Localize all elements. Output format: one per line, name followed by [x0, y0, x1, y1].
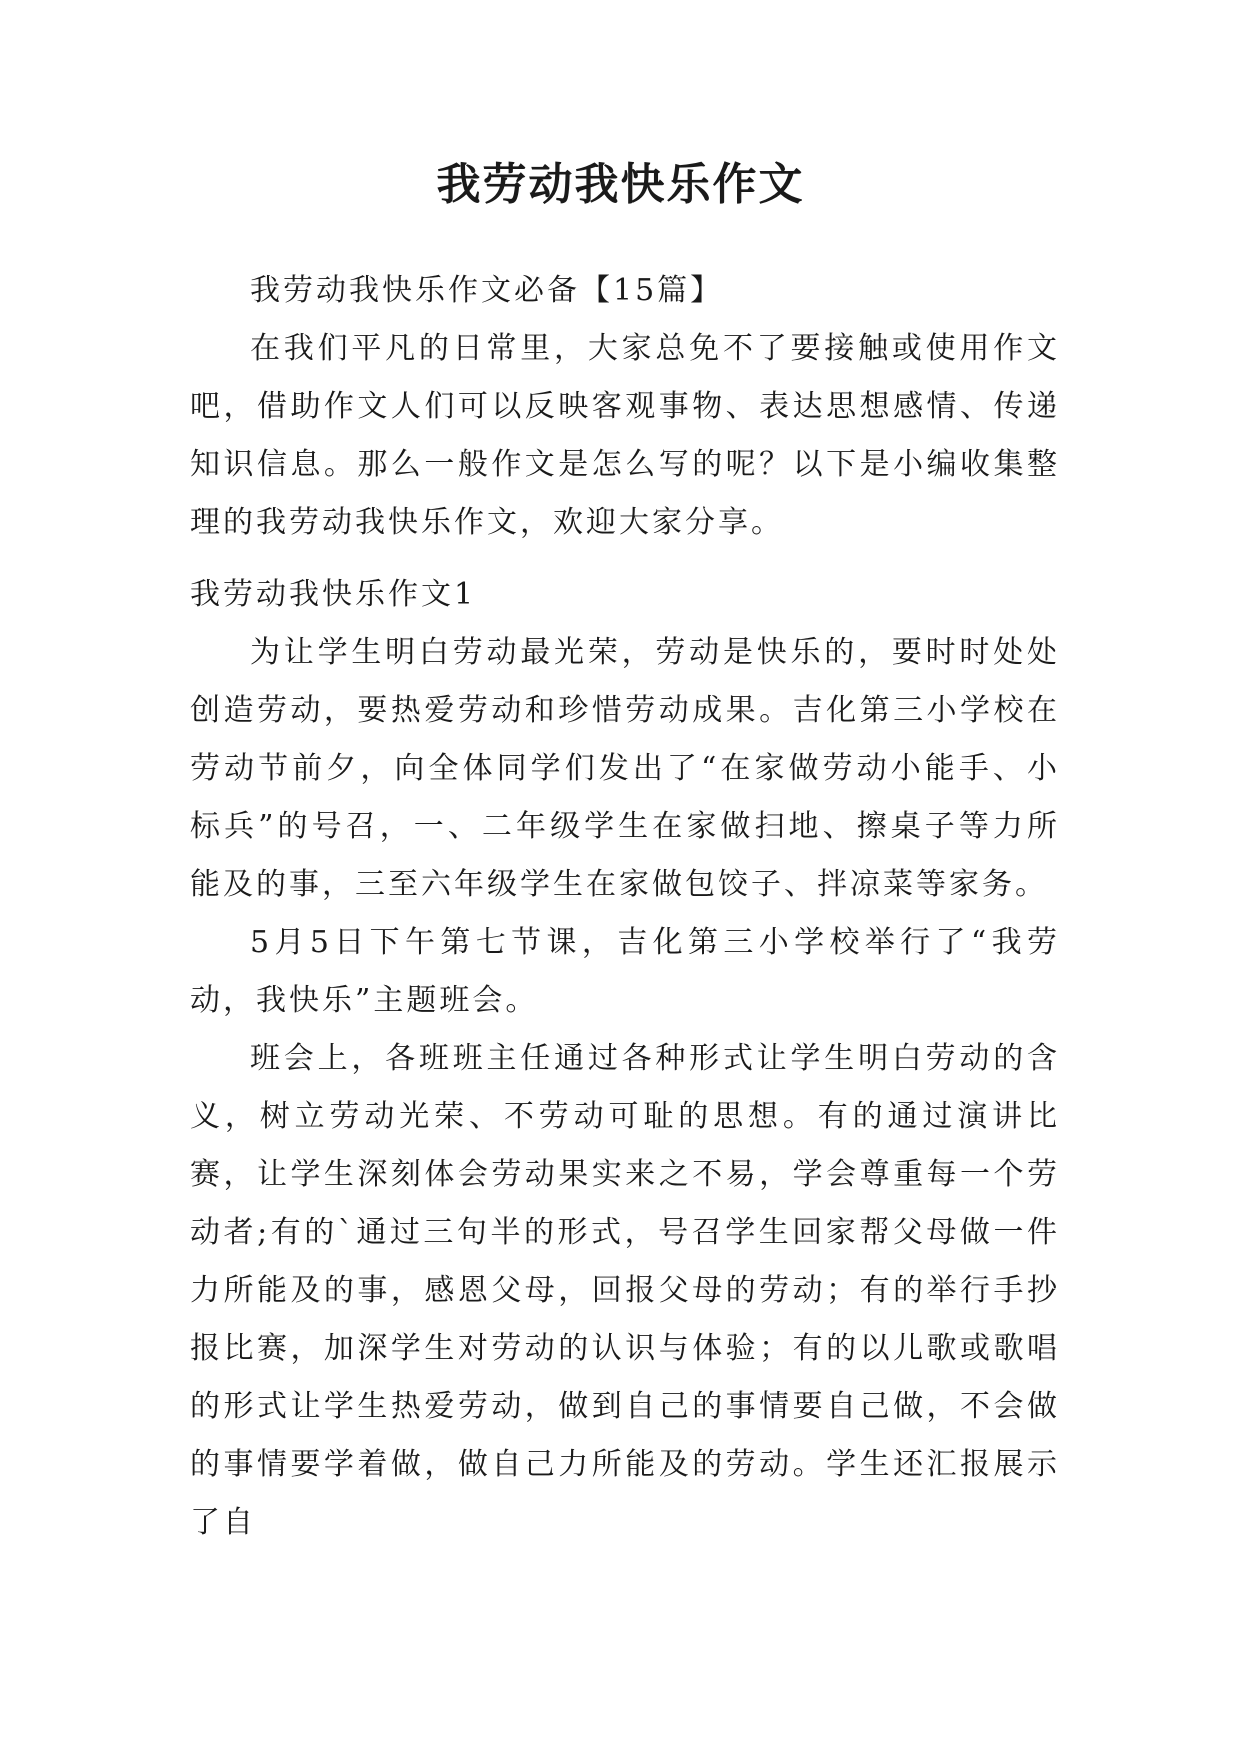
section-paragraph-2: 5月5日下午第七节课，吉化第三小学校举行了“我劳动，我快乐”主题班会。 [190, 925, 1060, 1018]
section-paragraph-3: 班会上，各班班主任通过各种形式让学生明白劳动的含义，树立劳动光荣、不劳动可耻的思想。有的通过演讲比赛，让学生深刻体会劳动果实来之不易，学会尊重每一个劳动者;有的`通过三句半的形式，号召学生回家帮父母做一件力所能及的事，感恩父母，回报父母的劳动；有的举行手抄报比赛，加深学生对劳动的认识与体验；有的以儿歌或歌唱的形式让学生热爱劳动，做到自己的事情要自己做，不会做的事情要学着做，做自己力所能及的劳动。学生还汇报展示了自 [190, 1041, 1060, 1540]
intro-block [190, 262, 1060, 552]
section-body [190, 624, 1060, 1552]
intro-paragraph: 在我们平凡的日常里，大家总免不了要接触或使用作文吧，借助作文人们可以反映客观事物、表达思想感情、传递知识信息。那么一般作文是怎么写的呢？以下是小编收集整理的我劳动我快乐作文，欢迎大家分享。 [190, 331, 1060, 540]
section-heading: 我劳动我快乐作文1 [190, 577, 477, 612]
intro-subtitle: 我劳动我快乐作文必备【15篇】 [250, 273, 724, 308]
section-paragraph-1: 为让学生明白劳动最光荣，劳动是快乐的，要时时处处创造劳动，要热爱劳动和珍惜劳动成果。吉化第三小学校在劳动节前夕，向全体同学们发出了“在家做劳动小能手、小标兵”的号召，一、二年级学生在家做扫地、擦桌子等力所能及的事，三至六年级学生在家做包饺子、拌凉菜等家务。 [190, 635, 1060, 902]
document-title: 我劳动我快乐作文 [436, 159, 805, 210]
